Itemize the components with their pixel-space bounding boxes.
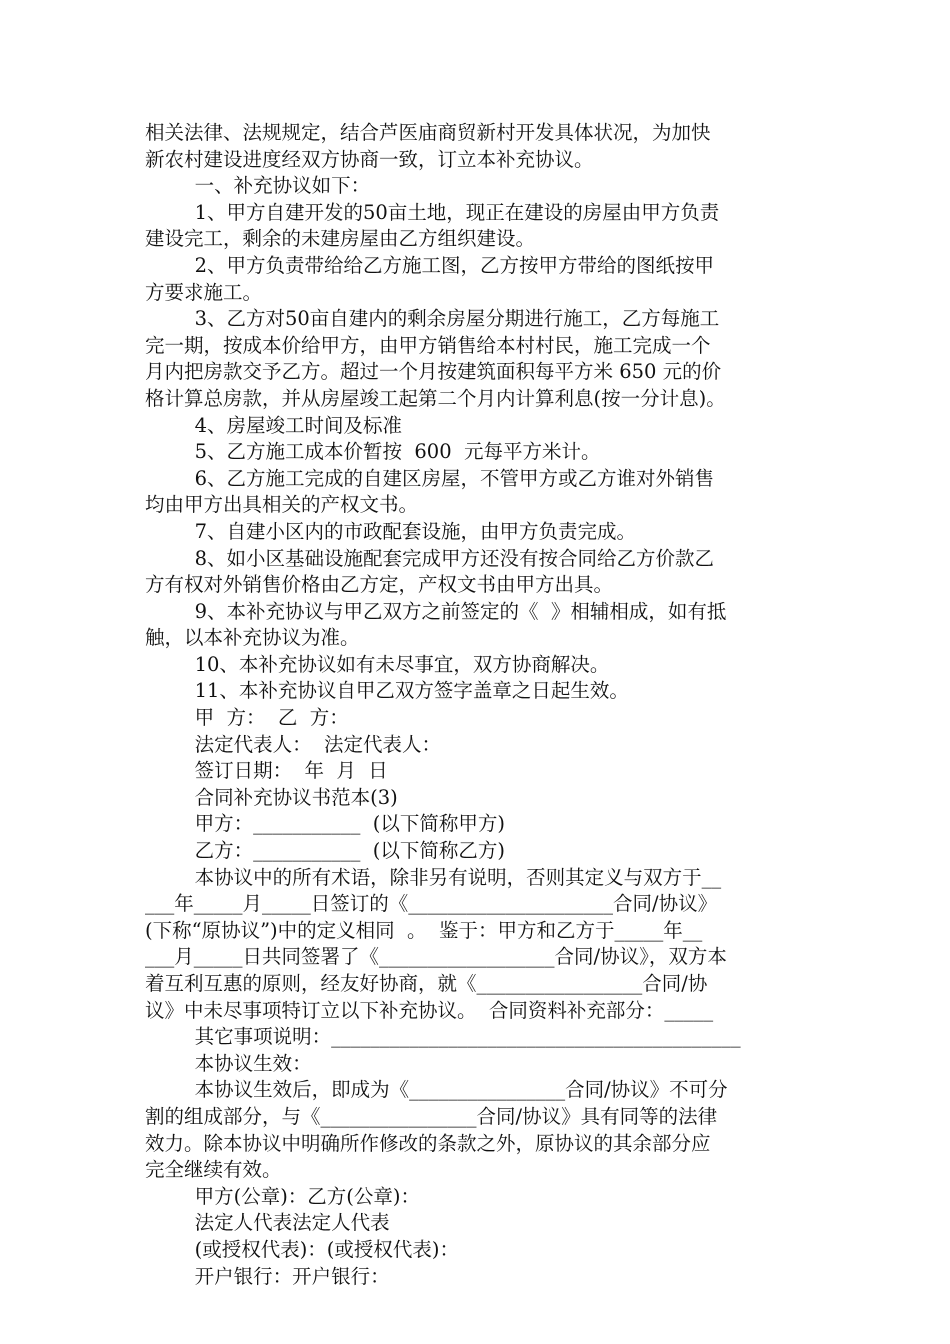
text-line: 11、本补充协议自甲乙双方签字盖章之日起生效。 (145, 679, 629, 703)
text-line: 新农村建设进度经双方协商一致，订立本补充协议。 (145, 147, 594, 171)
text-line: 本协议生效： (145, 1051, 312, 1075)
text-line: 法定代表人： 法定代表人： (145, 732, 441, 756)
text-line: 3、乙方对50亩自建内的剩余房屋分期进行施工，乙方每施工 (145, 307, 720, 331)
document-body (145, 120, 815, 1290)
text-line: 7、自建小区内的市政配套设施，由甲方负责完成。 (145, 519, 636, 543)
text-line: 8、如小区基础设施配套完成甲方还没有按合同给乙方价款乙 (145, 546, 714, 570)
text-line: 1、甲方自建开发的50亩土地，现正在建设的房屋由甲方负责 (145, 200, 720, 224)
text-line: 本协议生效后，即成为《________________合同/协议》不可分 (145, 1078, 728, 1102)
text-line: (下称“原协议”)中的定义相同 。 鉴于：甲方和乙方于_____年__ (145, 918, 703, 942)
text-line: 触，以本补充协议为准。 (145, 626, 360, 650)
text-line: 本协议中的所有术语，除非另有说明，否则其定义与双方于__ (145, 865, 722, 889)
text-line: 其它事项说明：__________________________________________ (145, 1025, 741, 1049)
text-line: 方有权对外销售价格由乙方定，产权文书由甲方出具。 (145, 573, 614, 597)
text-line: 5、乙方施工成本价暂按 600 元每平方米计。 (145, 440, 601, 464)
text-line: 10、本补充协议如有未尽事宜，双方协商解决。 (145, 652, 610, 676)
text-line: 着互利互惠的原则，经友好协商，就《_________________合同/协 (145, 972, 708, 995)
text-line: 9、本补充协议与甲乙双方之前签定的《 》相辅相成，如有抵 (145, 599, 727, 623)
text-line: 甲方：___________ (以下简称甲方) (145, 812, 505, 836)
text-line: 完一期，按成本价给甲方，由甲方销售给本村村民，施工完成一个 (145, 333, 711, 357)
text-line: 相关法律、法规规定，结合芦医庙商贸新村开发具体状况，为加快 (145, 121, 711, 144)
text-line: 月内把房款交予乙方。超过一个月按建筑面积每平方米 650 元的价 (145, 360, 722, 384)
text-line: 开户银行：开户银行： (145, 1264, 390, 1288)
text-line: (或授权代表)：(或授权代表)： (145, 1237, 460, 1261)
text-line: 法定人代表法定人代表 (145, 1211, 390, 1235)
text-line: 完全继续有效。 (145, 1158, 282, 1182)
text-line: 乙方：___________ (以下简称乙方) (145, 839, 505, 863)
text-line: ___月_____日共同签署了《__________________合同/协议》，双方本 (145, 945, 727, 969)
text-line: 一、补充协议如下： (145, 174, 371, 198)
text-line: 建设完工，剩余的未建房屋由乙方组织建设。 (145, 227, 536, 251)
text-line: 4、房屋竣工时间及标准 (145, 413, 402, 437)
text-line: 6、乙方施工完成的自建区房屋，不管甲方或乙方谁对外销售 (145, 466, 714, 490)
text-line: 格计算总房款，并从房屋竣工起第二个月内计算利息(按一分计息)。 (145, 386, 726, 410)
text-line: 2、甲方负责带给给乙方施工图，乙方按甲方带给的图纸按甲 (145, 253, 714, 277)
text-line: 割的组成部分，与《________________合同/协议》具有同等的法律 (145, 1104, 718, 1128)
text-line: 方要求施工。 (145, 280, 263, 304)
text-line: 甲方(公章)：乙方(公章)： (145, 1184, 421, 1208)
text-line: 签订日期： 年 月 日 (145, 759, 388, 783)
text-line: ___年_____月_____日签订的《_____________________合同/协议》 (145, 892, 718, 916)
text-line: 合同补充协议书范本(3) (145, 785, 398, 809)
text-line: 甲 方： 乙 方： (145, 706, 349, 730)
text-line: 效力。除本协议中明确所作修改的条款之外，原协议的其余部分应 (145, 1131, 711, 1155)
text-line: 议》中未尽事项特订立以下补充协议。 合同资料补充部分：_____ (145, 998, 714, 1022)
text-line: 均由甲方出具相关的产权文书。 (145, 493, 419, 517)
